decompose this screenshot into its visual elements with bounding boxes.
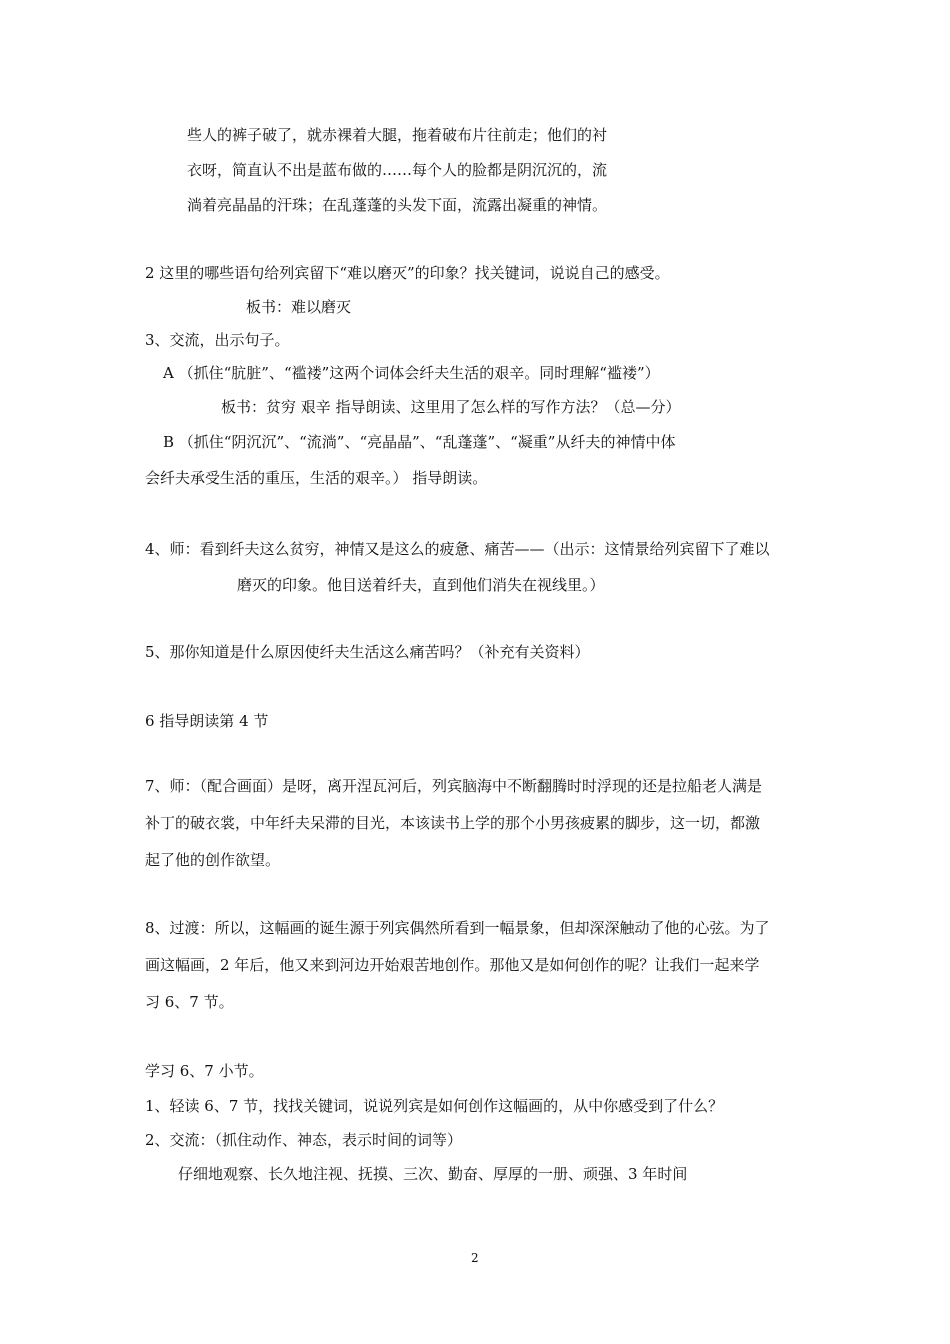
study-title: 学习 6、7 小节。 <box>145 1062 264 1080</box>
quote-line-2: 衣呀，简直认不出是蓝布做的……每个人的脸都是阴沉沉的，流 <box>187 161 608 179</box>
step-8-line-2: 画这幅画，2 年后，他又来到河边开始艰苦地创作。那他又是如何创作的呢？让我们一起来学 <box>145 956 760 974</box>
step-6: 6 指导朗读第 4 节 <box>145 712 269 730</box>
question-2: 2 这里的哪些语句给列宾留下“难以磨灭”的印象？找关键词，说说自己的感受。 <box>145 264 670 282</box>
item-a: A （抓住“肮脏”、“褴褛”这两个词体会纤夫生活的艰辛。同时理解“褴褛”） <box>163 364 660 382</box>
step-7-line-2: 补丁的破衣裳，中年纤夫呆滞的目光，本该读书上学的那个小男孩疲累的脚步，这一切，都激 <box>145 814 761 832</box>
board-note-2: 板书：贫穷 艰辛 指导朗读、这里用了怎么样的写作方法？（总—分） <box>221 398 681 416</box>
step-3: 3、交流，出示句子。 <box>145 331 290 349</box>
study-item-1: 1、轻读 6、7 节，找找关键词，说说列宾是如何创作这幅画的，从中你感受到了什么？ <box>145 1097 724 1115</box>
quote-line-1: 些人的裤子破了，就赤裸着大腿，拖着破布片往前走；他们的衬 <box>187 126 608 144</box>
study-item-2: 2、交流：（抓住动作、神态，表示时间的词等） <box>145 1131 463 1149</box>
item-b-line-1: B （抓住“阴沉沉”、“流淌”、“亮晶晶”、“乱蓬蓬”、“凝重”从纤夫的神情中体 <box>163 433 676 451</box>
step-7-line-1: 7、师：（配合画面）是呀，离开涅瓦河后，列宾脑海中不断翻腾时时浮现的还是拉船老人满是 <box>145 777 763 795</box>
step-5: 5、那你知道是什么原因使纤夫生活这么痛苦吗？（补充有关资料） <box>145 643 590 661</box>
step-4-line-2: 磨灭的印象。他目送着纤夫，直到他们消失在视线里。） <box>237 576 605 594</box>
page-number: 2 <box>471 1251 479 1265</box>
step-8-line-3: 习 6、7 节。 <box>145 993 234 1011</box>
step-7-line-3: 起了他的创作欲望。 <box>145 851 281 869</box>
step-4-line-1: 4、师：看到纤夫这么贫穷，神情又是这么的疲惫、痛苦——（出示：这情景给列宾留下了难以 <box>145 540 770 558</box>
quote-line-3: 淌着亮晶晶的汗珠；在乱蓬蓬的头发下面，流露出凝重的神情。 <box>187 196 608 214</box>
step-8-line-1: 8、过渡：所以，这幅画的诞生源于列宾偶然所看到一幅景象，但却深深触动了他的心弦。为了 <box>145 919 770 937</box>
item-b-line-2: 会纤夫承受生活的重压，生活的艰辛。） 指导朗读。 <box>145 469 488 487</box>
board-note-1: 板书：难以磨灭 <box>246 298 352 316</box>
keywords-line: 仔细地观察、长久地注视、抚摸、三次、勤奋、厚厚的一册、顽强、3 年时间 <box>178 1165 688 1183</box>
